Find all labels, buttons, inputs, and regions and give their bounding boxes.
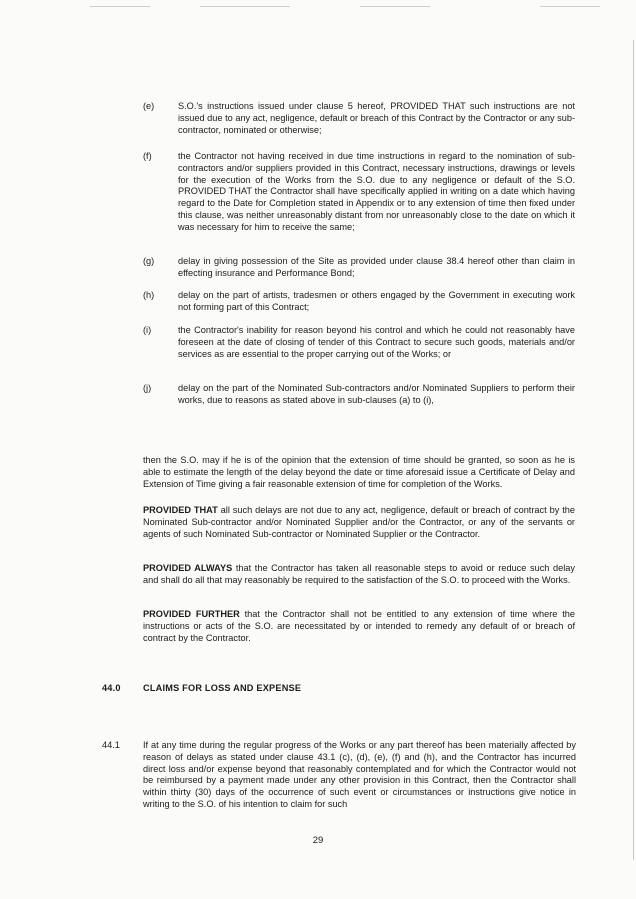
subclause-number: 44.1 — [102, 740, 120, 750]
section-number: 44.0 — [102, 683, 121, 693]
clause-i — [143, 325, 575, 360]
scan-noise — [540, 6, 600, 7]
clause-label: (e) — [143, 101, 155, 111]
clause-text: delay on the part of the Nominated Sub-contractors and/or Nominated Suppliers to perform their works, due to reasons as stated above in sub-clauses (a) to (i), — [178, 383, 575, 405]
scan-noise — [360, 6, 430, 7]
clause-text: delay in giving possession of the Site as provided under clause 38.4 hereof other than claim in effecting insurance and Performance Bond; — [178, 256, 575, 278]
proviso-lead: PROVIDED ALWAYS — [143, 563, 233, 573]
proviso-text: that the Contractor shall not be entitled to any extension of time where the instructions or acts of the S.O. are necessitated by or intended to remedy any default of or breach of contract by the Contractor. — [143, 609, 575, 643]
proviso-further — [143, 609, 575, 644]
scan-noise — [200, 6, 290, 7]
clause-label: (h) — [143, 290, 155, 300]
clause-label: (j) — [143, 383, 152, 393]
proviso-that — [143, 505, 575, 540]
body-paragraph-then: then the S.O. may if he is of the opinion that the extension of time should be granted, so soon as he is able to estimate the length of the delay beyond the date or time aforesaid issue a Certificate of Delay and Extension of Time giving a fair reasonable extension of time for completion of the Works. — [143, 455, 575, 489]
clause-label: (f) — [143, 151, 152, 161]
clause-label: (i) — [143, 325, 152, 335]
section-heading — [102, 683, 301, 693]
clause-f — [143, 151, 575, 234]
scan-noise — [90, 6, 150, 7]
subclause-44-1 — [102, 740, 576, 811]
scan-edge-line — [633, 40, 634, 860]
proviso-lead: PROVIDED FURTHER — [143, 609, 240, 619]
clause-j — [143, 383, 575, 407]
section-title: CLAIMS FOR LOSS AND EXPENSE — [143, 683, 302, 693]
subclause-text: If at any time during the regular progress of the Works or any part thereof has been materially affected by reason of delays as stated under clause 43.1 (c), (d), (e), (f) and (h), and the Contractor has incurred direct loss and/or expense beyond that reasonably contemplated and for which the Contractor would not be reimbursed by a payment made under any other provision in this Contract, then the Contractor shall within thirty (30) days of the occurrence of such event or circumstances or instructions give notice in writing to the S.O. of his intention to claim for such — [143, 740, 576, 809]
proviso-text: that the Contractor has taken all reasonable steps to avoid or reduce such delay and shall do all that may reasonably be required to the satisfaction of the S.O. to proceed with the Works. — [143, 563, 575, 585]
clause-text: S.O.'s instructions issued under clause 5 hereof, PROVIDED THAT such instructions are not issued due to any act, negligence, default or breach of this Contract by the Contractor or any sub-contractor, nominated or otherwise; — [178, 101, 575, 135]
clause-h — [143, 290, 575, 314]
clause-text: the Contractor's inability for reason beyond his control and which he could not reasonably have foreseen at the date of closing of tender of this Contract to secure such goods, materials and/or services as are essential to the proper carrying out of the Works; or — [178, 325, 575, 359]
clause-text: the Contractor not having received in due time instructions in regard to the nomination of sub-contractors and/or suppliers provided in this Contract, necessary instructions, drawings or levels for the execution of the Works from the S.O. due to any negligence or default of the S.O. PROVIDED THAT the Contractor shall have specifically applied in writing on a date which having regard to the Date for Completion stated in Appendix or to any extension of time then fixed under this clause, was neither unreasonably distant from nor unreasonably close to the date on which it was necessary for him to receive the same; — [178, 151, 575, 232]
page-number: 29 — [312, 835, 324, 846]
clause-e — [143, 101, 575, 136]
proviso-always — [143, 563, 575, 587]
proviso-lead: PROVIDED THAT — [143, 505, 218, 515]
clause-text: delay on the part of artists, tradesmen or others engaged by the Government in executing work not forming part of this Contract; — [178, 290, 575, 312]
clause-label: (g) — [143, 256, 155, 266]
proviso-text: all such delays are not due to any act, negligence, default or breach of contract by the Nominated Sub-contractor and/or Nominated Supplier and/or the Contractor, or any of the servants or agents of such Nominated Sub-contractor or Nominated Supplier or the Contractor. — [143, 505, 575, 539]
clause-g — [143, 256, 575, 280]
